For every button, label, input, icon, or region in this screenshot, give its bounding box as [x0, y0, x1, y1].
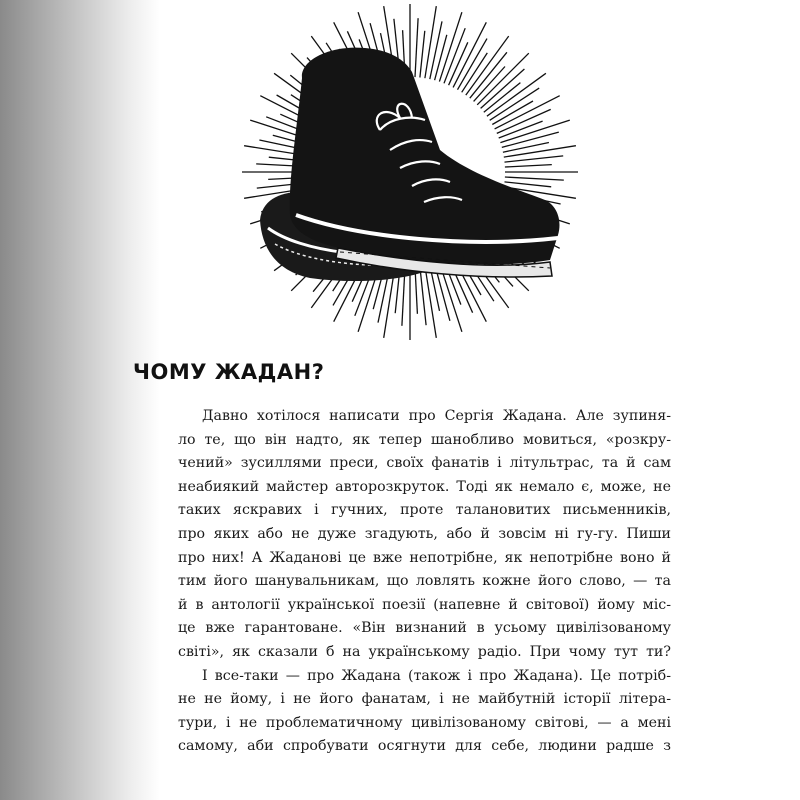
text-line: світі», як сказали б на українському радіо. При чому тут ти? — [178, 643, 671, 660]
sunburst-ray — [505, 156, 564, 162]
sunburst-ray — [462, 53, 488, 92]
text-line: Давно хотілося написати про Сергія Жадана. Але зупиня- — [202, 408, 671, 424]
text-line: тури, і не проблематичному цивілізованому світові, — а мені — [178, 714, 671, 731]
body-text — [178, 405, 671, 759]
text-line: тим його шанувальникам, що ловлять кожне його слово, — та — [178, 573, 671, 590]
sunburst-ray — [415, 18, 418, 77]
sunburst-ray — [430, 21, 442, 79]
text-line: І все-таки — про Жадана (також і про Жадана). Це потріб- — [202, 667, 671, 684]
sunburst-ray — [505, 165, 552, 167]
text-line: про яких або не дуже згадують, або й зовсім ні гу-гу. Пиши — [178, 525, 671, 542]
text-line: чений» зусиллями преси, своїх фанатів і літультрас, та й сам — [178, 455, 671, 472]
text-line: це вже гарантоване. «Він визнаний в усьому цивілізованому — [178, 620, 671, 637]
chapter-heading: ЧОМУ ЖАДАН? — [133, 360, 325, 384]
page-gutter-shadow — [0, 0, 160, 800]
text-line: про них! А Жаданові це вже непотрібне, як непотрібне воно й — [178, 549, 671, 566]
sneakers-icon — [240, 0, 580, 345]
sunburst-ray — [420, 267, 426, 326]
sunburst-ray — [495, 96, 560, 129]
sunburst-ray — [505, 182, 552, 187]
text-line: не не йому, і не його фанатам, і не майбутній історії літера- — [178, 691, 671, 708]
sunburst-ray — [435, 35, 447, 80]
sunburst-ray — [504, 146, 576, 157]
text-line: неабиякий майстер авторозкруток. Тоді як немало є, може, не — [178, 478, 671, 495]
sunburst-ray — [425, 6, 436, 78]
text-line: самому, аби спробувати осягнути для себе, людини радше з — [178, 738, 671, 755]
text-line: таких яскравих і гучних, проте талановитих письменників, — [178, 502, 671, 519]
sunburst-ray — [474, 67, 505, 102]
sunburst-ray — [505, 177, 564, 180]
sunburst-ray — [484, 83, 521, 113]
text-line: ло те, що він надто, як тепер шанобливо мовиться, «розкру- — [178, 431, 671, 448]
sunburst-ray — [420, 31, 425, 78]
sunburst-ray — [453, 22, 486, 87]
text-line: й в антології української поезії (напевне й світової) йому міс- — [178, 596, 671, 613]
sunburst-ray — [425, 266, 436, 338]
